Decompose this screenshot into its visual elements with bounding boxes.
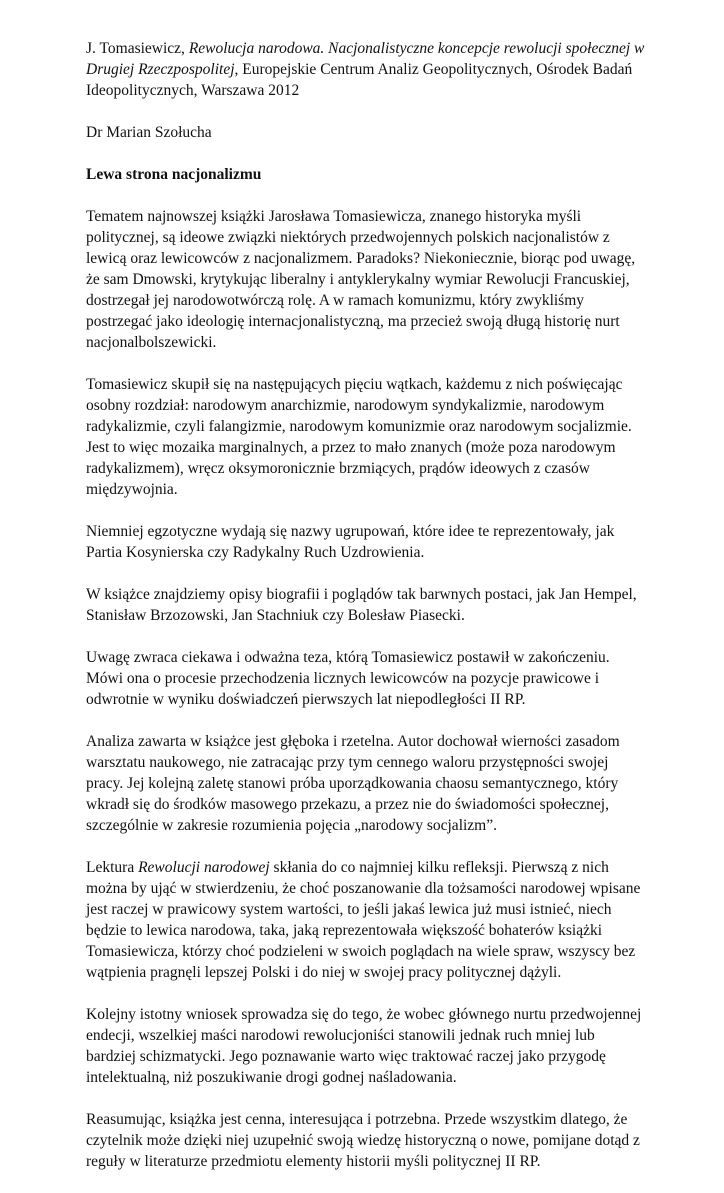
paragraph-7-lead: Lektura [86,859,139,876]
paragraph-7-book-title: Rewolucji narodowej [138,859,270,876]
paragraph-9: Reasumując, książka jest cenna, interesująca i potrzebna. Przede wszystkim dlatego, że czytelnik może dzięki niej uzupełnić swoją wiedzę historyczną o nowe, pomijane dotąd z reguły w literaturze przedmiotu elementy historii myśli politycznej II RP. [86,1111,640,1170]
review-title: Lewa strona nacjonalizmu [86,166,262,183]
paragraph-6: Analiza zawarta w książce jest głęboka i rzetelna. Autor dochował wierności zasadom warsztatu naukowego, nie zatracając przy tym cennego waloru przystępności swojej pracy. Jej kolejną zaletę stanowi próba uporządkowania chaosu semantycznego, który wkradł się do środków masowego przekazu, a przez nie do świadomości społecznej, szczególnie w zakresie rozumienia pojęcia „narodowy socjalizm”. [86,733,620,834]
paragraph-1: Tematem najnowszej książki Jarosława Tomasiewicza, znanego historyka myśli politycznej, są ideowe związki niektórych przedwojennych polskich nacjonalistów z lewicą oraz lewicowców z nacjonalizmem. Paradoks? Niekoniecznie, biorąc pod uwagę, że sam Dmowski, krytykując liberalny i antyklerykalny wymiar Rewolucji Francuskiej, dostrzegał jej narodowotwórczą rolę. A w ramach komunizmu, który zwykliśmy postrzegać jako ideologię internacjonalistyczną, ma przecież swoją długą historię nurt nacjonalbolszewicki. [86,208,636,351]
paragraph-8: Kolejny istotny wniosek sprowadza się do tego, że wobec głównego nurtu przedwojennej endecji, wszelkiej maści narodowi rewolucjoniści stanowili jednak ruch mniej lub bardziej schizmatycki. Jego poznawanie warto więc traktować raczej jako przygodę intelektualną, niż poszukiwanie drogi godnej naśladowania. [86,1006,642,1086]
paragraph-7 [86,857,646,983]
paragraph-3: Niemniej egzotyczne wydają się nazwy ugrupowań, które idee te reprezentowały, jak Partia Kosynierska czy Radykalny Ruch Uzdrowienia. [86,523,615,561]
reviewer-name: Dr Marian Szołucha [86,124,212,141]
paragraph-7-rest: skłania do co najmniej kilku refleksji. Pierwszą z nich można by ująć w stwierdzeniu, że choć poszanowanie dla tożsamości narodowej wpisane jest raczej w prawicowy system wartości, to jeśli jakaś lewica już musi istnieć, niech będzie to lewica narodowa, taka, jaką reprezentowała większość bohaterów książki Tomasiewicza, którzy choć podzieleni w swoich poglądach na wiele spraw, wszyscy bez wątpienia pragnęli lepszej Polski i do niej w swojej pracy politycznej dążyli. [86,859,641,981]
document-body [86,38,646,1193]
bib-publisher: , Europejskie Centrum Analiz Geopolitycznych, Ośrodek Badań Ideopolitycznych, Warszawa 2012 [86,61,633,99]
bib-author: J. Tomasiewicz, [86,40,189,57]
bib-book-title: Rewolucja narodowa. Nacjonalistyczne koncepcje rewolucji społecznej w Drugiej Rzeczpospolitej [86,40,645,78]
bibliography-citation [86,38,646,101]
paragraph-2: Tomasiewicz skupił się na następujących pięciu wątkach, każdemu z nich poświęcając osobny rozdział: narodowym anarchizmie, narodowym syndykalizmie, narodowym radykalizmie, czyli falangizmie, narodowym komunizmie oraz narodowym socjalizmie. Jest to więc mozaika marginalnych, a przez to mało znanych (może poza narodowym radykalizmem), wręcz oksymoronicznie brzmiących, prądów ideowych z czasów międzywojnia. [86,376,632,498]
paragraph-5: Uwagę zwraca ciekawa i odważna teza, którą Tomasiewicz postawił w zakończeniu. Mówi ona o procesie przechodzenia licznych lewicowców na pozycje prawicowe i odwrotnie w wyniku doświadczeń pierwszych lat niepodległości II RP. [86,649,610,708]
paragraph-4: W książce znajdziemy opisy biografii i poglądów tak barwnych postaci, jak Jan Hempel, Stanisław Brzozowski, Jan Stachniuk czy Bolesław Piasecki. [86,586,637,624]
